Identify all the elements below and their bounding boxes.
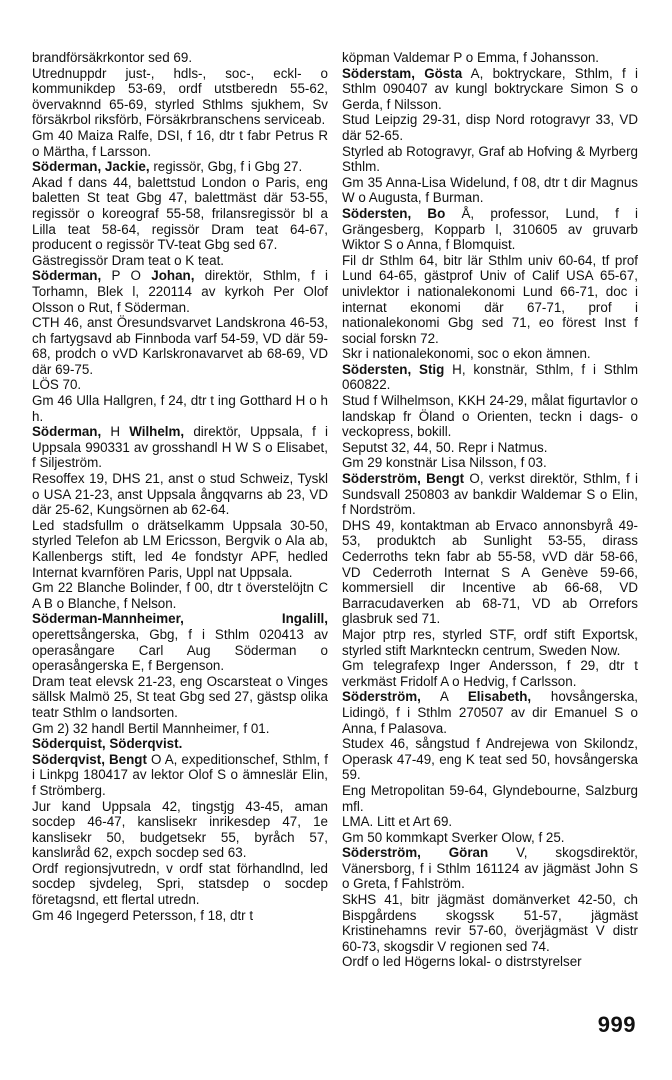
entry-headword-paragraph	[342, 206, 638, 253]
entry-paragraph	[32, 253, 328, 269]
entry-text: O A, expeditionschef, Sthlm, f i Linkpg 180417 av lektor Olof S o ämneslär Elin, f Strömberg.	[32, 751, 328, 798]
left-column	[32, 50, 328, 923]
entry-name: Elisabeth,	[467, 689, 532, 705]
entry-name: Söderquist, Söderqvist.	[32, 736, 183, 752]
entry-paragraph	[342, 144, 638, 175]
entry-headword-paragraph	[32, 268, 328, 315]
entry-name: Södersten, Stig	[342, 361, 445, 377]
entry-headword-paragraph	[342, 845, 638, 892]
entry-paragraph	[342, 518, 638, 627]
entry-text: operettsångerska, Gbg, f i Sthlm 020413 av operasångare Carl Aug Söderman o operasångerska E, f Bergenson.	[32, 626, 328, 674]
entry-text: Gm 50 kommkapt Sverker Olow, f 25.	[342, 829, 565, 845]
entry-paragraph	[342, 954, 638, 970]
entry-paragraph	[32, 50, 328, 66]
entry-text: Gm 35 Anna-Lisa Widelund, f 08, dtr t dir Magnus W o Augusta, f Burman.	[342, 174, 638, 206]
entry-text: LMA. Litt et Art 69.	[342, 814, 453, 830]
entry-name: Wilhelm,	[129, 424, 185, 440]
entry-paragraph	[32, 471, 328, 518]
entry-paragraph	[32, 66, 328, 128]
entry-paragraph	[342, 455, 638, 471]
entry-text: Utrednuppdr just-, hdls-, soc-, eckl- o kommunikdep 53-69, ordf utstberedn 55-62, övervaknnd 65-69, styrled Sthlms sjukhem, Sv försäkrbol riksförb, Försäkrbranschens serviceab.	[32, 65, 328, 128]
entry-text: Jur kand Uppsala 42, tingstjg 43-45, aman socdep 46-47, kanslisekr inrikesdep 47, 1e kanslisekr 50, budgetsekr 55, byråch 57, kanslиråd 62, expch socdep sed 63.	[32, 798, 328, 861]
entry-name: Söderman, Jackie,	[32, 159, 150, 175]
entry-paragraph	[32, 518, 328, 580]
entry-headword-paragraph	[32, 736, 328, 752]
entry-name: Söderman-Mannheimer, Ingalill,	[32, 611, 328, 627]
entry-text: Dram teat elevsk 21-23, eng Oscarsteat o Vinges sällsk Malmö 25, St teat Gbg sed 27, gästsp olika teatr Sthlm o landsorten.	[32, 673, 328, 720]
entry-paragraph	[342, 830, 638, 846]
entry-text: Major ptrp res, styrled STF, ordf stift Exportsk, styrled stift Marknteckn centrum, Sweden Now.	[342, 626, 638, 658]
entry-headword-paragraph	[342, 66, 638, 113]
entry-paragraph	[32, 799, 328, 861]
entry-paragraph	[342, 440, 638, 456]
entry-text: Gm 46 Ulla Hallgren, f 24, dtr t ing Gotthard H o h h.	[32, 393, 328, 424]
entry-paragraph	[342, 658, 638, 689]
entry-paragraph	[342, 892, 638, 954]
entry-text: regissör, Gbg, f i Gbg 27.	[149, 159, 303, 175]
entry-paragraph	[342, 393, 638, 440]
entry-name: Söderqvist, Bengt	[32, 751, 147, 767]
entry-paragraph	[32, 908, 328, 924]
entry-text: Akad f dans 44, balettstud London o Paris, eng baletten St teat Gbg 47, balettmäst där 53-55, regissör o koreograf 55-58, frilansregissör bl a Lilla teat 58-64, regissör Dram teat 64-67, producent o regissör TV-teat Gbg sed 67.	[32, 174, 328, 253]
entry-text: Studex 46, sångstud f Andrejewa von Skilondz, Operask 47-49, eng K teat sed 50, hovsångerska 59.	[342, 736, 638, 783]
entry-paragraph	[342, 783, 638, 814]
entry-name: Södersten, Bo	[342, 205, 446, 221]
entry-headword-paragraph	[342, 689, 638, 736]
entry-paragraph	[32, 175, 328, 253]
entry-name: Söderström, Bengt	[342, 471, 465, 487]
entry-text: P O	[101, 268, 152, 284]
entry-headword-paragraph	[32, 424, 328, 471]
entry-text: Styrled ab Rotogravyr, Graf ab Hofving & Myrberg Sthlm.	[342, 143, 638, 175]
entry-text: Skr i nationalekonomi, soc o ekon ämnen.	[342, 346, 591, 362]
entry-paragraph	[342, 627, 638, 658]
entry-text: Gästregissör Dram teat o K teat.	[32, 252, 225, 268]
entry-paragraph	[32, 861, 328, 908]
entry-name: Johan,	[151, 268, 195, 284]
page-number: 999	[597, 1012, 636, 1037]
entry-text: H, konstnär, Sthlm, f i Sthlm 060822.	[342, 361, 638, 393]
entry-text: SkHS 41, bitr jägmäst domänverket 42-50, ch Bispgårdens skogssk 51-57, jägmäst Kristinehamns revir 57-60, överjägmäst V distr 60-73, skogsdir V regionen sed 74.	[342, 892, 638, 954]
entry-text: Led stadsfullm o drätselkamm Uppsala 30-50, styrled Telefon ab LM Ericsson, Bergvik o Ala ab, Kallenbergs stift, led 4e fondstyr APF, hedled Internat kvarnfören Paris, Uppl nat Uppsala.	[32, 517, 328, 580]
entry-text: Gm 2) 32 handl Bertil Mannheimer, f 01.	[32, 720, 270, 736]
entry-name: Söderman,	[32, 268, 102, 284]
entry-text: LÖS 70.	[32, 377, 82, 393]
entry-text: Ordf o led Högerns lokal- o distrstyrelser	[342, 954, 582, 970]
entry-text: Gm telegrafexp Inger Andersson, f 29, dtr t verkmäst Fridolf A o Hedvig, f Carlsson.	[342, 658, 638, 689]
entry-text: CTH 46, anst Öresundsvarvet Landskrona 46-53, ch fartygsavd ab Finnboda varf 54-59, VD där 59-68, prodch o vVD Karlskronavarvet ab 68-69, VD där 69-75.	[32, 315, 328, 377]
entry-text: Stud Leipzig 29-31, disp Nord rotogravyr 33, VD där 52-65.	[342, 112, 638, 143]
entry-headword-paragraph	[32, 611, 328, 673]
entry-paragraph	[32, 393, 328, 424]
entry-paragraph	[342, 112, 638, 143]
entry-text: Gm 40 Maiza Ralfe, DSI, f 16, dtr t fabr Petrus R o Märtha, f Larsson.	[32, 127, 328, 159]
entry-paragraph	[342, 253, 638, 347]
entry-text: direktör, Sthlm, f i Torhamn, Blek l, 220114 av kyrkoh Per Olof Olsson o Rut, f Söderman.	[32, 268, 328, 315]
entry-text: hovsångerska, Lidingö, f i Sthlm 270507 av dir Emanuel S o Anna, f Palasova.	[342, 689, 638, 736]
entry-headword-paragraph	[32, 752, 328, 799]
entry-paragraph	[32, 674, 328, 721]
entry-text: A	[420, 689, 468, 705]
entry-headword-paragraph	[32, 159, 328, 175]
entry-text: Gm 29 konstnär Lisa Nilsson, f 03.	[342, 455, 547, 471]
entry-text: Gm 22 Blanche Bolinder, f 00, dtr t överstelöjtn C A B o Blanche, f Nelson.	[32, 580, 328, 611]
entry-text: Gm 46 Ingegerd Petersson, f 18, dtr t	[32, 907, 254, 923]
entry-headword-paragraph	[342, 362, 638, 393]
entry-paragraph	[342, 50, 638, 66]
entry-paragraph	[32, 128, 328, 159]
right-column	[342, 50, 638, 970]
entry-text: O, verkst direktör, Sthlm, f i Sundsvall 250803 av bankdir Waldemar S o Elin, f Nordström.	[342, 471, 638, 518]
entry-paragraph	[342, 814, 638, 830]
entry-paragraph	[32, 721, 328, 737]
entry-text: Stud f Wilhelmson, KKH 24-29, målat figurtavlor o landskap fr Öland o Orienten, teckn i dags- o veckopress, bokill.	[342, 393, 638, 440]
entry-name: Söderstam, Gösta	[342, 65, 463, 81]
entry-text: brandförsäkrkontor sed 69.	[32, 50, 193, 65]
entry-text: direktör, Uppsala, f i Uppsala 990331 av grosshandl H W S o Elisabet, f Siljeström.	[32, 424, 328, 471]
entry-text: Eng Metropolitan 59-64, Glyndebourne, Salzburg mfl.	[342, 782, 638, 814]
entry-text: DHS 49, kontaktman ab Ervaco annonsbyrå 49-53, produktch ab Sunlight 53-55, dirass Cederroths tekn fabr ab 55-58, vVD där 58-66, VD Cederroth Internat S A Genève 59-66, kommersiell dir Incentive ab 66-68, VD Barracudaverken ab 68-71, VD ab Orrefors glasbruk sed 71.	[342, 517, 638, 627]
entry-text: A, boktryckare, Sthlm, f i Sthlm 090407 av kungl boktryckare Simon S o Gerda, f Nilsson.	[342, 65, 638, 112]
entry-headword-paragraph	[342, 471, 638, 518]
entry-paragraph	[342, 175, 638, 206]
entry-text: Resoffex 19, DHS 21, anst o stud Schweiz, Tyskl o USA 21-23, anst Uppsala ångqvarns ab 23, VD där 25-62, Kungsörnen ab 62-64.	[32, 471, 328, 518]
entry-text: Fil dr Sthlm 64, bitr lär Sthlm univ 60-64, tf prof Lund 64-65, gästprof Univ of Calif USA 65-67, univlektor i nationalekonomi Lund 66-71, doc i internat ekonomi där 67-71, prof i nationalekonomi Gbg sed 71, eo förest Inst f social forskn 72.	[342, 252, 638, 346]
entry-paragraph	[32, 315, 328, 377]
entry-name: Söderström, Göran	[342, 845, 489, 861]
entry-text: Seputst 32, 44, 50. Repr i Natmus.	[342, 439, 548, 455]
entry-paragraph	[342, 346, 638, 362]
entry-paragraph	[342, 736, 638, 783]
entry-text: H	[101, 424, 130, 440]
entry-text: V, skogsdirektör, Vänersborg, f i Sthlm 161124 av jägmäst John S o Greta, f Fahlström.	[342, 845, 639, 892]
entry-text: Ordf regionsjvutredn, v ordf stat förhandlnd, led socdep sjvdeleg, Spri, statsdep o socdep företagsnd, ett flertal utredn.	[32, 860, 328, 908]
entry-name: Söderström,	[342, 689, 421, 705]
entry-text: Å, professor, Lund, f i Grängesberg, Kopparb l, 310605 av gruvarb Wiktor S o Anna, f Blomquist.	[342, 205, 638, 253]
entry-paragraph	[32, 580, 328, 611]
entry-paragraph	[32, 377, 328, 393]
entry-text: köpman Valdemar P o Emma, f Johansson.	[342, 50, 600, 65]
entry-name: Söderman,	[32, 424, 102, 440]
